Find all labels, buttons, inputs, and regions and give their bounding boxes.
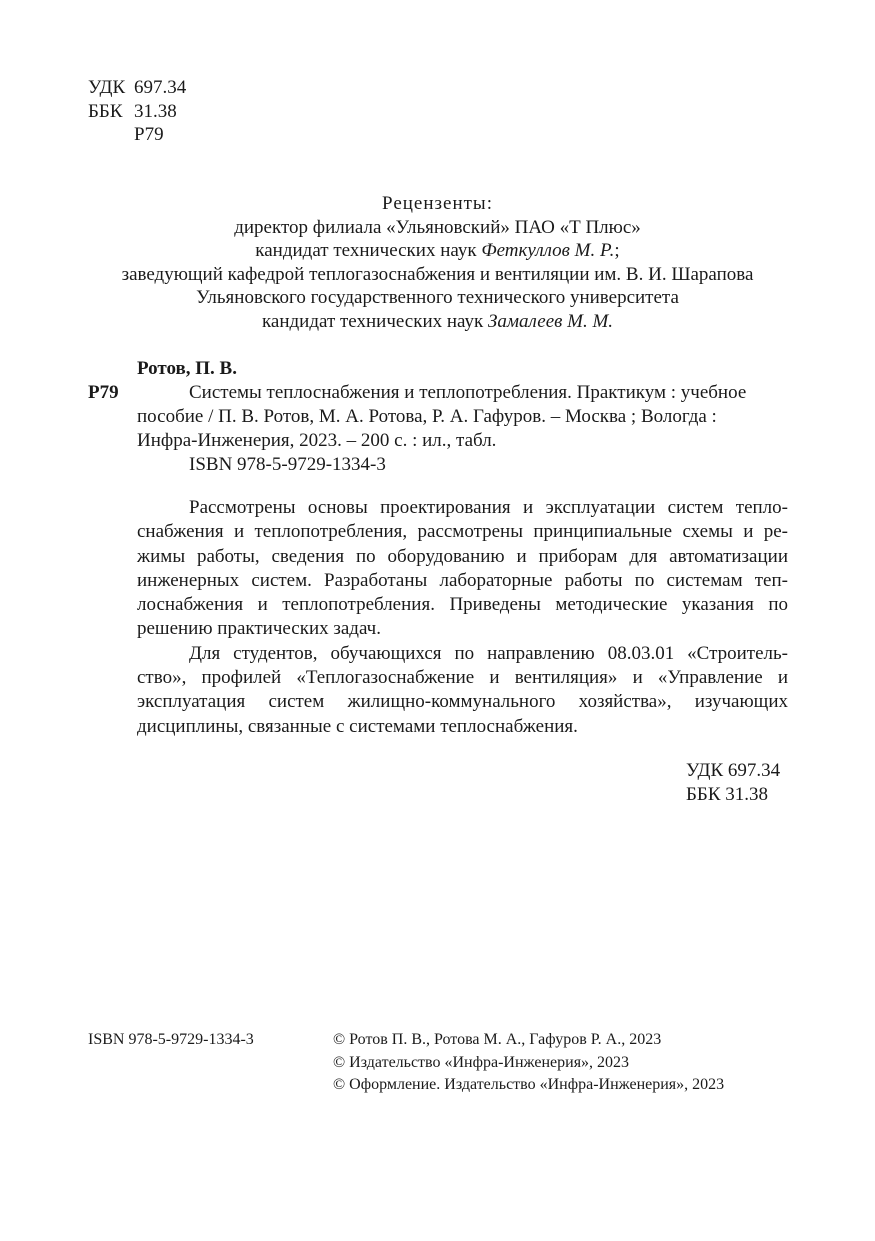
author-sign-row: [88, 123, 186, 147]
bibliographic-description: [137, 381, 788, 477]
author-sign: Р79: [134, 124, 164, 145]
abstract-line: снабжения и теплопотребления, рассмотрены принципиальные схемы и ре-: [137, 521, 788, 543]
abstract-line: жимы работы, сведения по оборудованию и приборам для автоматизации: [137, 545, 788, 567]
udk-row: [88, 76, 186, 100]
abstract-line: инженерных систем. Разработаны лабораторные работы по системам теп-: [137, 569, 788, 591]
abstract-line: лоснабжения и теплопотребления. Приведены методические указания по: [137, 594, 788, 616]
copyright-block: [333, 1029, 724, 1097]
bib-isbn: ISBN 978-5-9729-1334-3: [189, 454, 386, 475]
reviewer-1-position: директор филиала «Ульяновский» ПАО «Т Плюс»: [234, 216, 641, 238]
bbk-row: [88, 100, 186, 124]
abstract: [137, 496, 788, 739]
bbk-label: ББК: [88, 100, 123, 122]
audience-line: Для студентов, обучающихся по направлению 08.03.01 «Строитель-: [189, 642, 788, 664]
reviewers-block: [60, 192, 815, 333]
reviewers-title: Рецензенты:: [382, 193, 493, 214]
bbk-bottom: ББК 31.38: [686, 783, 768, 805]
copyright-line: © Издательство «Инфра-Инженерия», 2023: [333, 1053, 630, 1071]
author-code: Р79: [88, 382, 119, 403]
reviewer-2-credentials: [60, 310, 815, 334]
classification-block: [88, 76, 186, 147]
reviewer-1-credentials: [60, 239, 815, 263]
audience-line: эксплуатация систем жилищно-коммунального хозяйства», изучающих: [137, 691, 788, 713]
udk-value: 697.34: [134, 77, 187, 98]
udk-label: УДК: [88, 77, 126, 98]
footer-isbn: ISBN 978-5-9729-1334-3: [88, 1031, 254, 1048]
bib-line-1: Системы теплоснабжения и теплопотребления. Практикум : учебное: [189, 382, 747, 403]
reviewer-1-degree: кандидат технических наук: [255, 240, 482, 261]
bbk-value: 31.38: [134, 100, 177, 122]
reviewer-1-tail: ;: [614, 240, 620, 261]
author-heading: Ротов, П. В.: [137, 358, 237, 379]
bib-line-3: Инфра-Инженерия, 2023. – 200 с. : ил., табл.: [137, 430, 497, 451]
audience-line: дисциплины, связанные с системами теплоснабжения.: [137, 715, 578, 737]
reviewer-2-name: Замалеев М. М.: [487, 310, 614, 332]
reviewer-2-degree: кандидат технических наук: [261, 310, 488, 332]
classification-bottom: [686, 759, 780, 806]
copyright-line: © Ротов П. В., Ротова М. А., Гафуров Р. А., 2023: [333, 1031, 662, 1048]
audience-line: ство», профилей «Теплогазоснабжение и вентиляция» и «Управление и: [137, 667, 788, 689]
abstract-line: Рассмотрены основы проектирования и эксплуатации систем тепло-: [189, 497, 788, 518]
reviewer-2-position-1: заведующий кафедрой теплогазоснабжения и вентиляции им. В. И. Шарапова: [121, 263, 754, 285]
abstract-line: решению практических задач.: [137, 618, 381, 640]
reviewer-2-position-2: Ульяновского государственного технического университета: [196, 287, 679, 308]
udk-bottom: УДК 697.34: [686, 760, 781, 781]
bib-line-2: пособие / П. В. Ротов, М. А. Ротова, Р. А. Гафуров. – Москва ; Вологда :: [137, 406, 717, 427]
reviewer-1-name: Феткуллов М. Р.: [481, 240, 615, 261]
copyright-line: © Оформление. Издательство «Инфра-Инженерия», 2023: [333, 1076, 725, 1093]
